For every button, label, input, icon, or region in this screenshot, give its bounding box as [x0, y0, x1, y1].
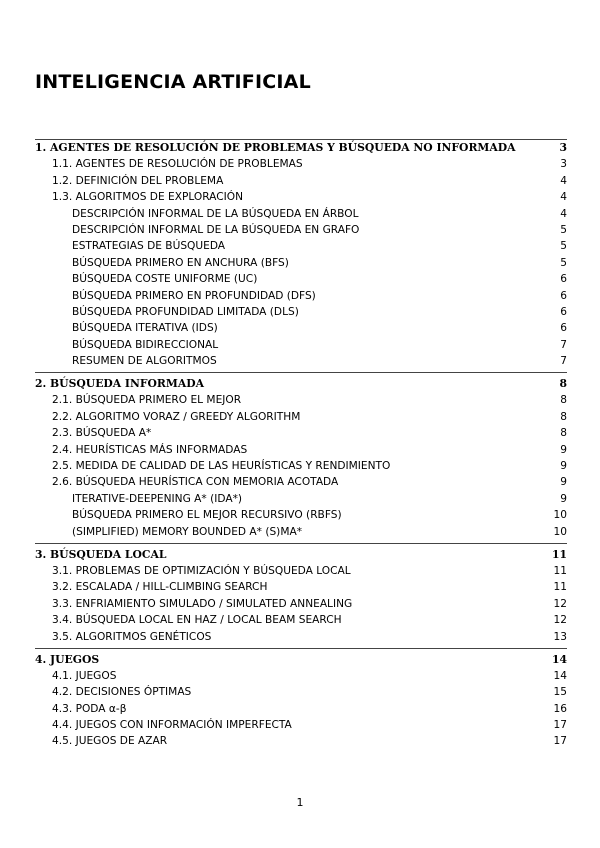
toc-entry-label: BÚSQUEDA PRIMERO EL MEJOR RECURSIVO (RBFS) — [72, 509, 342, 522]
toc-entry[interactable] — [35, 271, 567, 287]
toc-entry-page: 7 — [560, 355, 567, 368]
toc-entry-page: 12 — [553, 614, 567, 627]
toc-entry-page: 10 — [553, 509, 567, 522]
toc-entry-page: 6 — [560, 273, 567, 286]
toc-entry-page: 11 — [553, 564, 567, 577]
toc-entry-page: 6 — [560, 322, 567, 335]
toc-entry[interactable] — [35, 474, 567, 490]
toc-entry[interactable] — [35, 491, 567, 507]
toc-entry-page: 16 — [553, 702, 567, 715]
toc-entry-page: 5 — [560, 223, 567, 236]
toc-entry-page: 5 — [560, 240, 567, 253]
toc-entry[interactable] — [35, 612, 567, 628]
toc-entry-page: 5 — [560, 256, 567, 269]
toc-entry[interactable] — [35, 392, 567, 408]
toc-entry[interactable] — [35, 442, 567, 458]
toc-entry-label: 3.3. ENFRIAMIENTO SIMULADO / SIMULATED ANNEALING — [52, 597, 353, 610]
toc-entry-label: BÚSQUEDA PRIMERO EN ANCHURA (BFS) — [72, 256, 289, 269]
toc-entry-label: 3. BÚSQUEDA LOCAL — [35, 547, 167, 561]
toc-entry-page: 4 — [560, 191, 567, 204]
toc-entry[interactable] — [35, 353, 567, 369]
toc-entry-page: 3 — [559, 141, 567, 154]
toc-section-entry[interactable] — [35, 140, 567, 156]
toc-entry[interactable] — [35, 596, 567, 612]
toc-entry-page: 13 — [553, 630, 567, 643]
toc-section-entry[interactable] — [35, 547, 567, 563]
toc-entry-page: 14 — [551, 652, 567, 666]
toc-entry[interactable] — [35, 684, 567, 700]
toc-entry-label: 2.5. MEDIDA DE CALIDAD DE LAS HEURÍSTICAS Y RENDIMIENTO — [52, 460, 391, 473]
toc-entry[interactable] — [35, 288, 567, 304]
toc-entry[interactable] — [35, 717, 567, 733]
toc-entry[interactable] — [35, 206, 567, 222]
toc-entry[interactable] — [35, 458, 567, 474]
toc-entry-label: BÚSQUEDA ITERATIVA (IDS) — [72, 322, 218, 335]
toc-entry[interactable] — [35, 733, 567, 749]
toc-entry-label: 2.2. ALGORITMO VORAZ / GREEDY ALGORITHM — [52, 410, 301, 423]
toc-entry-label: 3.2. ESCALADA / HILL-CLIMBING SEARCH — [52, 581, 268, 594]
toc-entry-label: DESCRIPCIÓN INFORMAL DE LA BÚSQUEDA EN ÁRBOL — [72, 207, 359, 220]
toc-entry-label: 2.3. BÚSQUEDA A* — [52, 427, 152, 440]
toc-entry[interactable] — [35, 320, 567, 336]
toc-entry-page: 9 — [560, 460, 567, 473]
toc-entry[interactable] — [35, 304, 567, 320]
toc-entry[interactable] — [35, 337, 567, 353]
document-title: INTELIGENCIA ARTIFICIAL — [35, 71, 311, 93]
toc-entry-page: 10 — [553, 525, 567, 538]
toc-entry-label: 2.4. HEURÍSTICAS MÁS INFORMADAS — [52, 443, 248, 456]
toc-entry-label: BÚSQUEDA PRIMERO EN PROFUNDIDAD (DFS) — [72, 289, 316, 302]
toc-entry-page: 9 — [560, 476, 567, 489]
toc-entry-label: ESTRATEGIAS DE BÚSQUEDA — [72, 240, 226, 253]
toc-entry[interactable] — [35, 409, 567, 425]
toc-entry-label: BÚSQUEDA PROFUNDIDAD LIMITADA (DLS) — [72, 305, 299, 318]
toc-entry-label: 4.1. JUEGOS — [52, 669, 117, 682]
toc-entry[interactable] — [35, 238, 567, 254]
toc-section-entry[interactable] — [35, 652, 567, 668]
toc-entry-page: 8 — [560, 427, 567, 440]
toc-entry-page: 14 — [553, 669, 567, 682]
toc-entry[interactable] — [35, 507, 567, 523]
table-of-contents — [35, 140, 567, 750]
toc-entry-page: 17 — [553, 719, 567, 732]
toc-entry[interactable] — [35, 629, 567, 645]
toc-entry-label: BÚSQUEDA BIDIRECCIONAL — [72, 338, 219, 351]
toc-entry-page: 3 — [560, 158, 567, 171]
toc-entry-label: 4.5. JUEGOS DE AZAR — [52, 735, 168, 748]
toc-entry-label: 2.1. BÚSQUEDA PRIMERO EL MEJOR — [52, 394, 242, 407]
toc-entry-page: 4 — [560, 174, 567, 187]
toc-entry-page: 8 — [559, 377, 567, 391]
toc-entry-page: 7 — [560, 338, 567, 351]
toc-entry-page: 15 — [553, 686, 567, 699]
toc-entry-label: RESUMEN DE ALGORITMOS — [72, 355, 217, 368]
toc-entry-label: 4.2. DECISIONES ÓPTIMAS — [52, 686, 192, 699]
toc-entry-label: 4. JUEGOS — [35, 652, 100, 666]
toc-entry-page: 12 — [553, 597, 567, 610]
toc-entry-page: 17 — [553, 735, 567, 748]
toc-entry-label: BÚSQUEDA COSTE UNIFORME (UC) — [72, 273, 258, 286]
toc-entry-label: 3.4. BÚSQUEDA LOCAL EN HAZ / LOCAL BEAM SEARCH — [52, 614, 342, 627]
toc-entry-label: 1.1. AGENTES DE RESOLUCIÓN DE PROBLEMAS — [52, 158, 303, 171]
toc-entry[interactable] — [35, 579, 567, 595]
toc-entry[interactable] — [35, 524, 567, 540]
toc-entry[interactable] — [35, 255, 567, 271]
toc-entry-label: 1.3. ALGORITMOS DE EXPLORACIÓN — [52, 191, 244, 204]
toc-entry-page: 8 — [560, 394, 567, 407]
toc-entry-label: 1. AGENTES DE RESOLUCIÓN DE PROBLEMAS Y BÚSQUEDA NO INFORMADA — [35, 141, 516, 154]
toc-entry[interactable] — [35, 156, 567, 172]
toc-entry-page: 9 — [560, 443, 567, 456]
toc-entry-page: 11 — [551, 547, 567, 561]
toc-entry-label: (SIMPLIFIED) MEMORY BOUNDED A* (S)MA* — [72, 525, 302, 538]
toc-entry[interactable] — [35, 668, 567, 684]
toc-entry-label: 2. BÚSQUEDA INFORMADA — [35, 377, 204, 391]
toc-entry-label: 1.2. DEFINICIÓN DEL PROBLEMA — [52, 174, 224, 187]
toc-entry-page: 11 — [553, 581, 567, 594]
toc-entry[interactable] — [35, 189, 567, 205]
toc-entry[interactable] — [35, 173, 567, 189]
toc-entry-page: 9 — [560, 492, 567, 505]
toc-entry-label: ITERATIVE-DEEPENING A* (IDA*) — [72, 492, 242, 505]
toc-entry-label: 2.6. BÚSQUEDA HEURÍSTICA CON MEMORIA ACOTADA — [52, 476, 339, 489]
toc-entry-page: 8 — [560, 410, 567, 423]
toc-entry-label: DESCRIPCIÓN INFORMAL DE LA BÚSQUEDA EN GRAFO — [72, 223, 360, 236]
toc-entry-page: 4 — [560, 207, 567, 220]
toc-entry[interactable] — [35, 563, 567, 579]
toc-entry-label: 3.1. PROBLEMAS DE OPTIMIZACIÓN Y BÚSQUEDA LOCAL — [52, 564, 351, 577]
toc-section-entry[interactable] — [35, 376, 567, 392]
toc-entry-label: 3.5. ALGORITMOS GENÉTICOS — [52, 630, 212, 643]
toc-entry-page: 6 — [560, 305, 567, 318]
toc-entry[interactable] — [35, 425, 567, 441]
toc-entry-label: 4.4. JUEGOS CON INFORMACIÓN IMPERFECTA — [52, 719, 292, 732]
toc-entry-label: 4.3. PODA α-β — [52, 702, 127, 715]
toc-entry[interactable] — [35, 701, 567, 717]
toc-entry-page: 6 — [560, 289, 567, 302]
toc-entry[interactable] — [35, 222, 567, 238]
page-number: 1 — [296, 796, 304, 809]
